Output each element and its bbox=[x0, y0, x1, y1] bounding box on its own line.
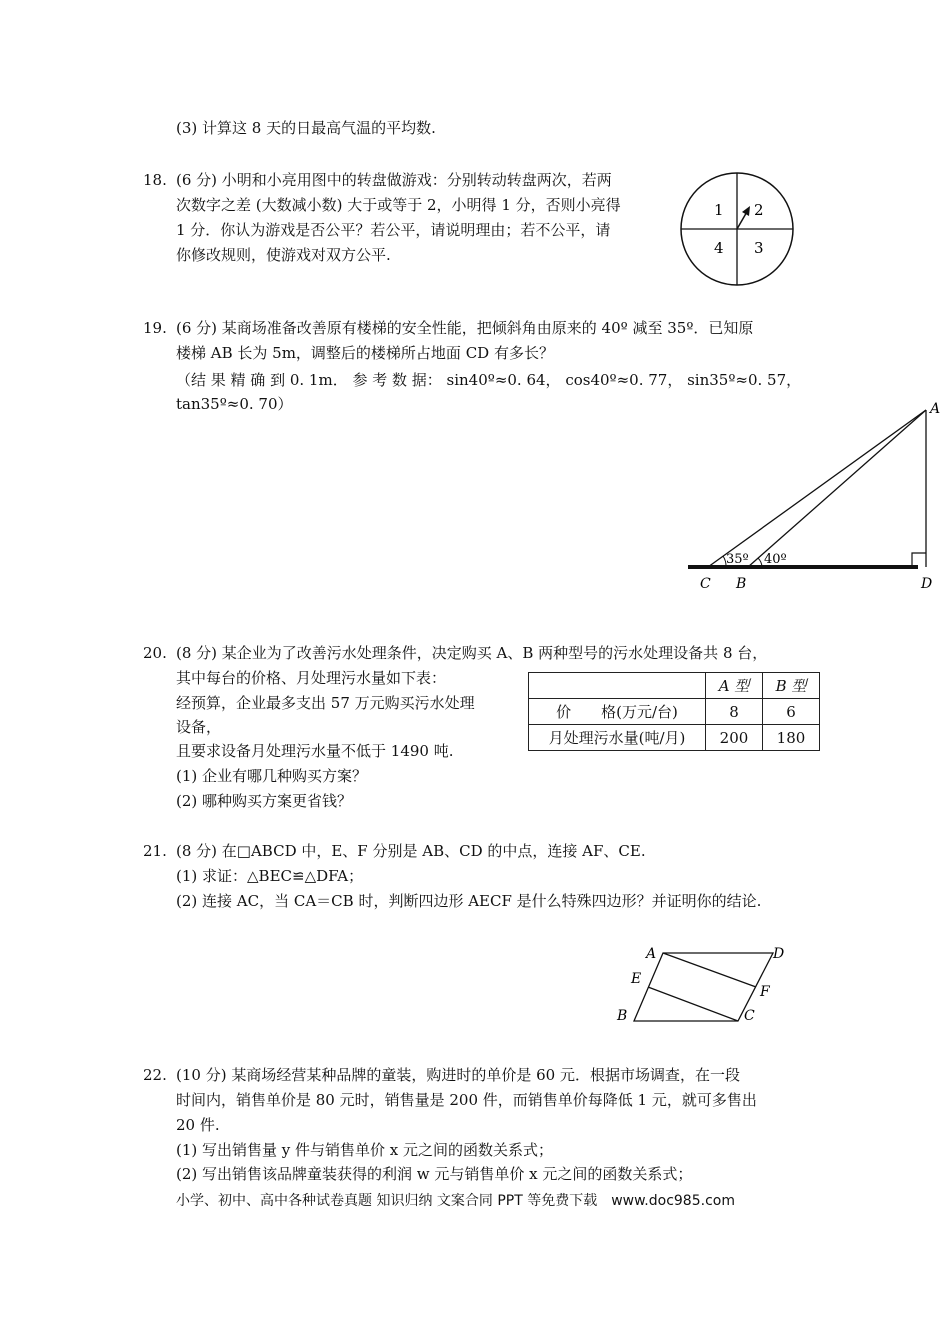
q21-line-1: (8 分) 在□ABCD 中，E、F 分别是 AB、CD 的中点，连接 AF、CE. bbox=[176, 842, 646, 860]
label-A: A bbox=[646, 946, 657, 962]
q20-line-1: (8 分) 某企业为了改善污水处理条件，决定购买 A、B 两种型号的污水处理设备共 8 台， bbox=[176, 644, 768, 662]
q20-line-4: 设备， bbox=[176, 718, 222, 736]
table-header-cell bbox=[529, 673, 706, 699]
q22-line-2: 时间内，销售单价是 80 元时，销售量是 200 件，而销售单价每降低 1 元，就可多售出 bbox=[176, 1091, 757, 1109]
q22-line-3: 20 件. bbox=[176, 1116, 220, 1134]
q19-line-3: （结 果 精 确 到 0. 1m． 参 考 数 据： sin40º≈0. 64， cos40º≈0. 77， sin35º≈0. 57， bbox=[176, 371, 802, 389]
label-D: D bbox=[921, 576, 933, 592]
line-EC bbox=[648, 987, 738, 1021]
parallelogram-figure bbox=[608, 940, 798, 1030]
q18-number: 18. bbox=[143, 171, 167, 189]
q20-line-5: 且要求设备月处理污水量不低于 1490 吨. bbox=[176, 742, 454, 760]
line-AF bbox=[663, 953, 756, 987]
q21-number: 21. bbox=[143, 842, 167, 860]
label-D: D bbox=[773, 946, 785, 962]
table-header-cell: B 型 bbox=[763, 673, 820, 699]
q20-line-3: 经预算，企业最多支出 57 万元购买污水处理 bbox=[176, 694, 475, 712]
table-cell: 6 bbox=[763, 699, 820, 725]
table-cell: 价 格(万元/台) bbox=[529, 699, 706, 725]
q18-line-3: 1 分．你认为游戏是否公平？若公平，请说明理由；若不公平，请 bbox=[176, 221, 611, 239]
label-C: C bbox=[744, 1008, 755, 1024]
q22-line-1: (10 分) 某商场经营某种品牌的童装，购进时的单价是 60 元．根据市场调查，在一段 bbox=[176, 1066, 740, 1084]
label-B: B bbox=[736, 576, 747, 592]
label-angle-35: 35º bbox=[726, 552, 749, 567]
table-row bbox=[529, 725, 820, 751]
table-cell: 月处理污水量(吨/月) bbox=[529, 725, 706, 751]
q19-number: 19. bbox=[143, 319, 167, 337]
table-row bbox=[529, 699, 820, 725]
table-cell: 180 bbox=[763, 725, 820, 751]
q20-line-2: 其中每台的价格、月处理污水量如下表： bbox=[176, 669, 447, 687]
spinner-label-4: 4 bbox=[714, 239, 724, 257]
label-F: F bbox=[760, 984, 770, 1000]
label-A: A bbox=[930, 401, 941, 417]
q22-line-4: (1) 写出销售量 y 件与销售单价 x 元之间的函数关系式； bbox=[176, 1141, 554, 1159]
table-header-cell: A 型 bbox=[706, 673, 763, 699]
q20-number: 20. bbox=[143, 644, 167, 662]
q21-line-3: (2) 连接 AC，当 CA＝CB 时，判断四边形 AECF 是什么特殊四边形？并证明你的结论. bbox=[176, 892, 762, 910]
q20-line-7: (2) 哪种购买方案更省钱？ bbox=[176, 792, 353, 810]
spinner-figure bbox=[676, 168, 800, 292]
q18-line-2: 次数字之差 (大数减小数) 大于或等于 2，小明得 1 分，否则小亮得 bbox=[176, 196, 621, 214]
q18-line-4: 你修改规则，使游戏对双方公平. bbox=[176, 246, 391, 264]
q19-line-4: tan35º≈0. 70） bbox=[176, 395, 293, 413]
q19-line-1: (6 分) 某商场准备改善原有楼梯的安全性能，把倾斜角由原来的 40º 减至 35º．已知原 bbox=[176, 319, 754, 337]
q21-line-2: (1) 求证：△BEC≌△DFA； bbox=[176, 867, 364, 885]
table-header-row bbox=[529, 673, 820, 699]
label-E: E bbox=[631, 971, 642, 987]
table-cell: 8 bbox=[706, 699, 763, 725]
q22-number: 22. bbox=[143, 1066, 167, 1084]
q22-line-5: (2) 写出销售该品牌童装获得的利润 w 元与销售单价 x 元之间的函数关系式； bbox=[176, 1165, 693, 1183]
label-C: C bbox=[700, 576, 711, 592]
q19-line-2: 楼梯 AB 长为 5m，调整后的楼梯所占地面 CD 有多长？ bbox=[176, 344, 554, 362]
spinner-label-2: 2 bbox=[754, 201, 764, 219]
table-cell: 200 bbox=[706, 725, 763, 751]
q18-line-1: (6 分) 小明和小亮用图中的转盘做游戏：分别转动转盘两次，若两 bbox=[176, 171, 612, 189]
right-angle-mark bbox=[912, 553, 926, 567]
label-B: B bbox=[617, 1008, 628, 1024]
stairs-figure bbox=[680, 396, 950, 596]
spinner-label-1: 1 bbox=[714, 201, 724, 219]
spinner-label-3: 3 bbox=[754, 239, 764, 257]
footer-text: 小学、初中、高中各种试卷真题 知识归纳 文案合同 PPT 等免费下载 www.doc985.com bbox=[176, 1193, 735, 1209]
line-BA bbox=[748, 410, 926, 567]
line-CA bbox=[708, 410, 926, 567]
equipment-table bbox=[528, 672, 820, 751]
q20-line-6: (1) 企业有哪几种购买方案？ bbox=[176, 767, 368, 785]
label-angle-40: 40º bbox=[764, 552, 787, 567]
q17-part3: (3) 计算这 8 天的日最高气温的平均数. bbox=[176, 119, 436, 137]
